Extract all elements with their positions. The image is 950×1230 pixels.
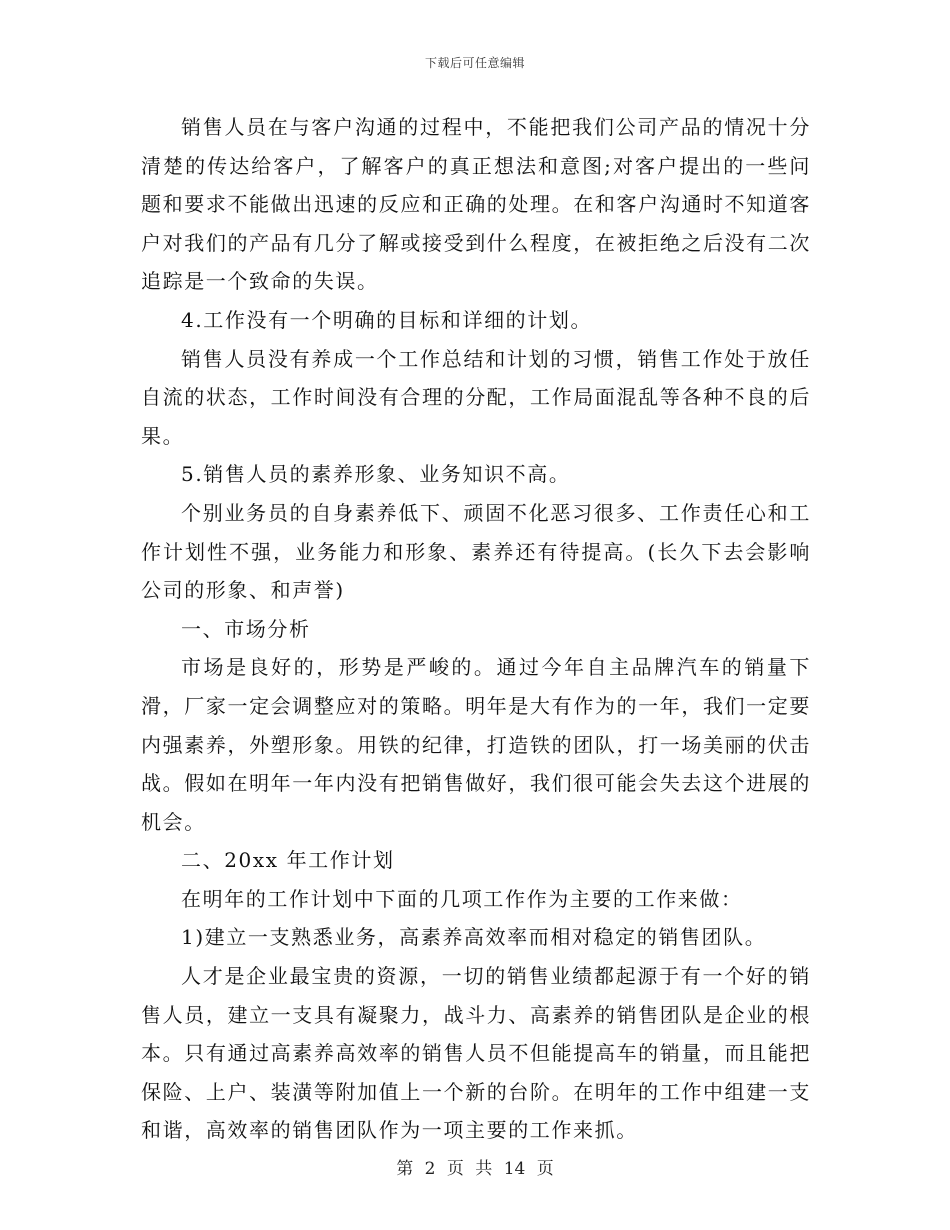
paragraph: 市场是良好的，形势是严峻的。通过今年自主品牌汽车的销量下滑，厂家一定会调整应对的策略。明年是大有作为的一年，我们一定要内强素养，外塑形象。用铁的纪律，打造铁的团队，打一场美丽的伏击战。假如在明年一年内没有把销售做好，我们很可能会失去这个进展的机会。 [141,655,811,834]
paragraph: 5.销售人员的素养形象、业务知识不高。 [181,462,571,487]
section-heading: 一、市场分析 [181,616,311,641]
paragraph: 1)建立一支熟悉业务，高素养高效率而相对稳定的销售团队。 [181,925,767,950]
paragraph: 销售人员没有养成一个工作总结和计划的习惯，销售工作处于放任自流的状态，工作时间没有合理的分配，工作局面混乱等各种不良的后果。 [141,346,811,448]
paragraph: 4.工作没有一个明确的目标和详细的计划。 [181,307,593,332]
paragraph: 个别业务员的自身素养低下、顽固不化恶习很多、工作责任心和工作计划性不强，业务能力和形象、素养还有待提高。(长久下去会影响公司的形象、和声誉) [141,500,811,603]
page-number: 第 2 页 共 14 页 [396,1159,554,1179]
paragraph: 在明年的工作计划中下面的几项工作作为主要的工作来做： [181,886,743,911]
paragraph: 销售人员在与客户沟通的过程中，不能把我们公司产品的情况十分清楚的传达给客户，了解客户的真正想法和意图;对客户提出的一些问题和要求不能做出迅速的反应和正确的处理。在和客户沟通时不知道客户对我们的产品有几分了解或接受到什么程度，在被拒绝之后没有二次追踪是一个致命的失误。 [141,115,811,294]
document-body [141,108,811,1150]
paragraph: 人才是企业最宝贵的资源，一切的销售业绩都起源于有一个好的销售人员，建立一支具有凝聚力，战斗力、高素养的销售团队是企业的根本。只有通过高素养高效率的销售人员不但能提高车的销量，而且能把保险、上户、装潢等附加值上一个新的台阶。在明年的工作中组建一支和谐，高效率的销售团队作为一项主要的工作来抓。 [141,964,811,1143]
header-note: 下载后可任意编辑 [424,56,525,70]
section-heading: 二、20xx 年工作计划 [181,848,395,873]
